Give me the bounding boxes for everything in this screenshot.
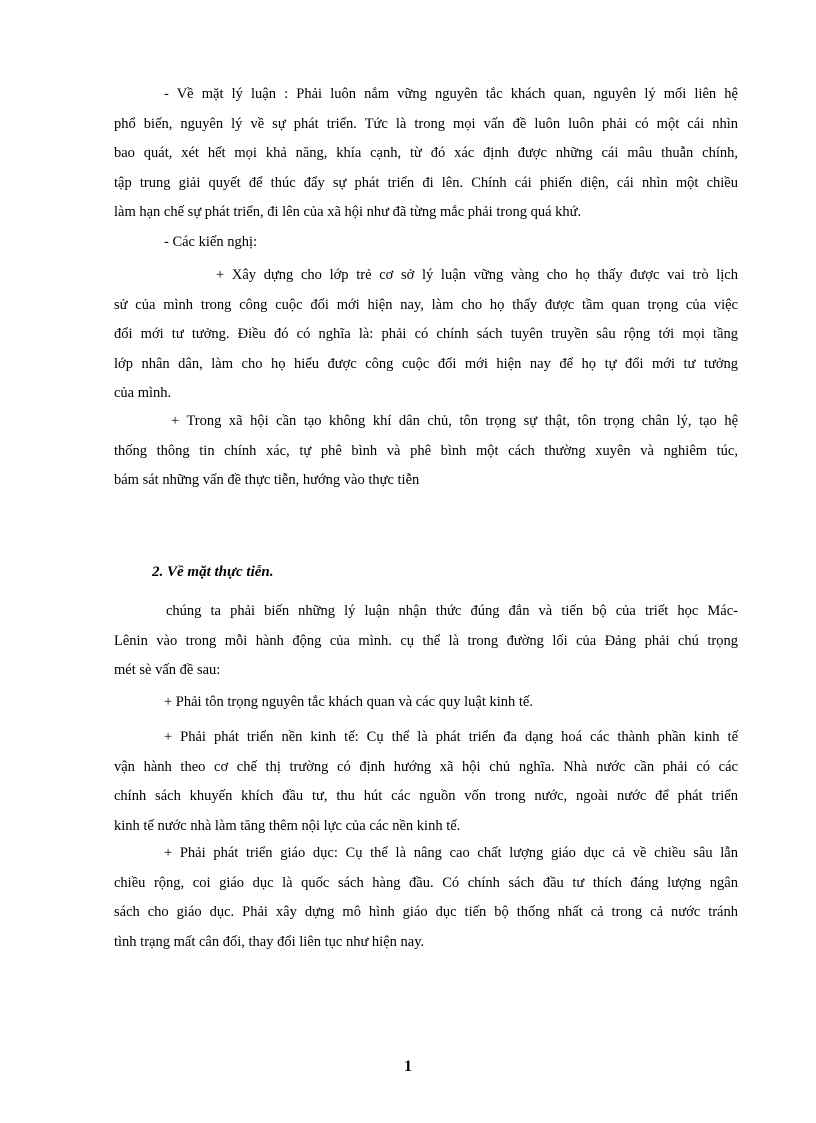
paragraph-practice-1 [114, 688, 738, 718]
page-number: 1 [404, 1058, 412, 1075]
text-line: - Các kiến nghị: [164, 234, 258, 250]
text-line: chúng ta phải biến những lý luận nhận thức đúng đắn và tiến bộ của triết học Mác- [166, 603, 738, 619]
text-line: chính sách khuyến khích đầu tư, thu hút các nguồn vốn trong nước, ngoài nước để phát triển [114, 788, 738, 804]
text-line: sách cho giáo dục. Phải xây dựng mô hình giáo dục tiến bộ thống nhất cả trong cả nước tránh [114, 904, 738, 920]
text-line: mét sè vấn đề sau: [114, 662, 221, 678]
text-line: + Phải phát triển nền kinh tế: Cụ thể là phát triển đa dạng hoá các thành phần kinh tế [164, 729, 738, 745]
text-line: Lênin vào trong mỗi hành động của mình. cụ thể là trong đường lối của Đảng phải chú trọng [114, 632, 738, 649]
text-line: sử của mình trong công cuộc đổi mới hiện nay, làm cho họ thấy được tầm quan trọng của việc [114, 296, 738, 313]
text-line: đổi mới tư tưởng. Điều đó có nghĩa là: phải có chính sách tuyên truyền sâu rộng tới mọi tầng [114, 326, 738, 342]
text-line: bao quát, xét hết mọi khả năng, khía cạnh, từ đó xác định được những cái mâu thuẫn chính, [114, 145, 738, 161]
paragraph-recommendation-1 [114, 261, 738, 409]
text-line: tình trạng mất cân đối, thay đổi liên tục như hiện nay. [114, 933, 425, 950]
text-line: phổ biến, nguyên lý về sự phát triển. Tức là trong mọi vấn đề luôn luôn phải có một cái nhìn [114, 115, 738, 132]
text-line: lớp nhân dân, làm cho họ hiểu được công cuộc đổi mới hiện nay để họ tự đổi mới tư tưởng [114, 355, 738, 372]
text-line: kinh tế nước nhà làm tăng thêm nội lực của các nền kinh tế. [114, 817, 461, 834]
text-line: + Phải phát triển giáo dục: Cụ thể là nâng cao chất lượng giáo dục cả về chiều sâu lẫn [164, 845, 738, 861]
text-line: + Xây dựng cho lớp trẻ cơ sở lý luận vững vàng cho họ thấy được vai trò lịch [216, 267, 738, 283]
text-line: bám sát những vấn đề thực tiễn, hướng vào thực tiễn [114, 472, 420, 488]
text-line: + Phải tôn trọng nguyên tắc khách quan và các quy luật kinh tế. [164, 694, 533, 710]
paragraph-theory [114, 80, 738, 228]
text-line: vận hành theo cơ chế thị trường có định hướng xã hội chủ nghĩa. Nhà nước cần phải có các [114, 758, 738, 775]
text-line: chiều rộng, coi giáo dục là quốc sách hàng đầu. Có chính sách đầu tư thích đáng lượng ngân [114, 874, 738, 891]
text-line: làm hạn chế sự phát triển, đi lên của xã hội như đã từng mắc phải trong quá khứ. [114, 204, 582, 220]
text-line: tập trung giải quyết để thúc đẩy sự phát triển đi lên. Chính cái phiến diện, cái nhìn một chiều [114, 174, 738, 191]
paragraph-practice-3 [114, 839, 738, 957]
paragraph-recommendations-label [114, 228, 738, 258]
text-line: + Trong xã hội cần tạo không khí dân chủ, tôn trọng sự thật, tôn trọng chân lý, tạo hệ [171, 413, 738, 429]
paragraph-practice-2 [114, 723, 738, 841]
paragraph-practice-intro [114, 597, 738, 686]
text-line: thống thông tin chính xác, tự phê bình và phê bình một cách thường xuyên và nghiêm túc, [114, 442, 738, 459]
text-line: - Về mặt lý luận : Phải luôn nắm vững nguyên tắc khách quan, nguyên lý mối liên hệ [164, 86, 738, 102]
section-heading: 2. Về mặt thực tiễn. [152, 564, 274, 580]
paragraph-recommendation-2 [114, 407, 738, 496]
text-line: của mình. [114, 385, 172, 401]
